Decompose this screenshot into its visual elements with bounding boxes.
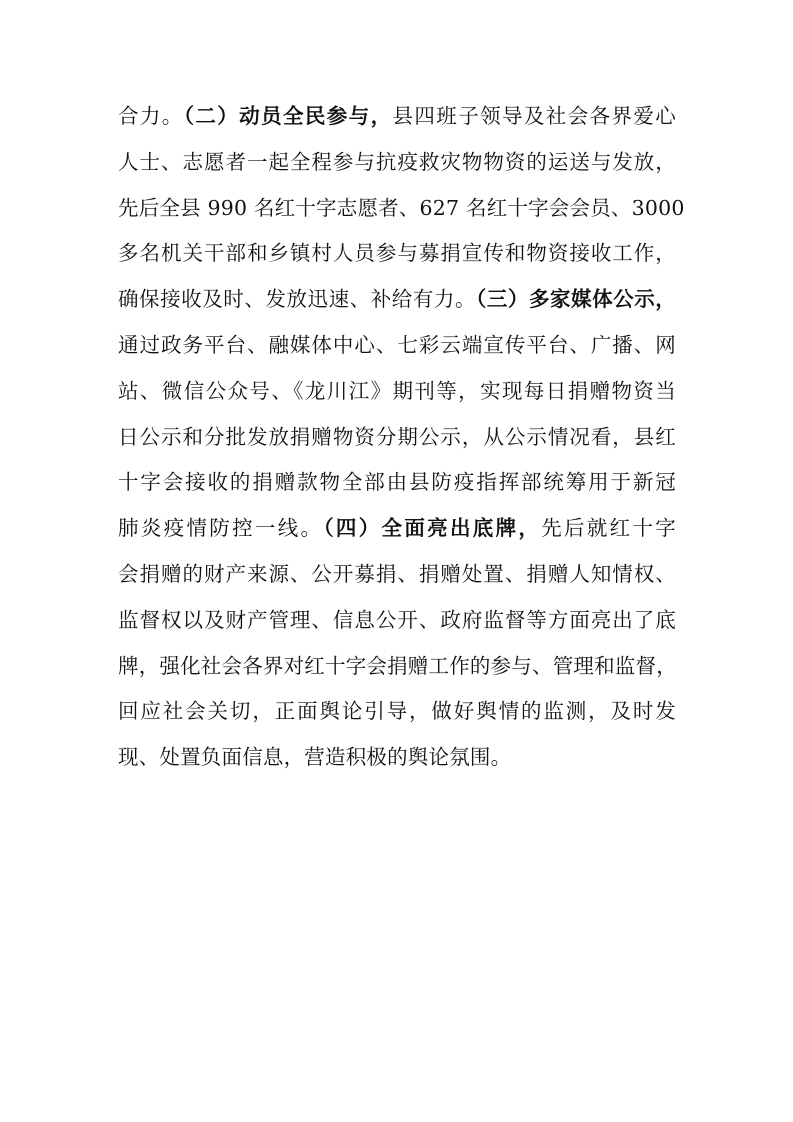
text-line xyxy=(118,231,676,277)
text-segment: 人士、志愿者一起全程参与抗疫救灾物物资的运送与发放， xyxy=(118,149,676,174)
text-segment: 监督权以及财产管理、信息公开、政府监督等方面亮出了底 xyxy=(118,607,676,632)
text-line xyxy=(118,506,676,552)
text-line xyxy=(118,277,676,323)
text-line xyxy=(118,186,685,232)
text-line xyxy=(118,460,676,506)
text-line xyxy=(118,323,676,369)
text-line xyxy=(118,94,676,140)
text-line xyxy=(118,140,676,186)
text-segment: 合力。 xyxy=(118,104,184,128)
text-line xyxy=(118,689,676,735)
text-line xyxy=(118,552,676,598)
body-paragraph xyxy=(118,94,685,781)
text-line xyxy=(118,735,676,781)
text-segment: 县四班子领导及社会各界爱心 xyxy=(392,104,676,128)
text-segment: 日公示和分批发放捐赠物资分期公示，从公示情况看，县红 xyxy=(118,424,676,449)
bold-heading-segment: （四）全面亮出底牌， xyxy=(323,516,542,541)
text-line xyxy=(118,644,676,690)
text-segment: 回应社会关切，正面舆论引导，做好舆情的监测，及时发 xyxy=(118,699,676,724)
text-segment: 会捐赠的财产来源、公开募捐、捐赠处置、捐赠人知情权、 xyxy=(118,561,676,586)
text-line xyxy=(118,369,676,415)
text-line xyxy=(118,415,676,461)
text-line xyxy=(118,598,676,644)
text-segment: 现、处置负面信息，营造积极的舆论氛围。 xyxy=(118,745,512,770)
bold-heading-segment: （二）动员全民参与， xyxy=(183,104,393,128)
text-segment: 肺炎疫情防控一线。 xyxy=(118,516,324,541)
text-segment: 多名机关干部和乡镇村人员参与募捐宣传和物资接收工作， xyxy=(118,241,676,266)
text-segment: 通过政务平台、融媒体中心、七彩云端宣传平台、广播、网 xyxy=(118,332,676,357)
text-segment: 站、微信公众号、《龙川江》期刊等，实现每日捐赠物资当 xyxy=(118,378,676,403)
text-segment: 牌，强化社会各界对红十字会捐赠工作的参与、管理和监督， xyxy=(118,653,677,678)
bold-heading-segment: （三）多家媒体公示， xyxy=(476,287,676,312)
text-segment: 先后全县 990 名红十字志愿者、627 名红十字会会员、3000 xyxy=(118,195,685,220)
text-segment: 十字会接收的捐赠款物全部由县防疫指挥部统筹用于新冠 xyxy=(118,470,676,495)
text-segment: 确保接收及时、发放迅速、补给有力。 xyxy=(118,287,477,312)
text-segment: 先后就红十字 xyxy=(541,516,676,541)
